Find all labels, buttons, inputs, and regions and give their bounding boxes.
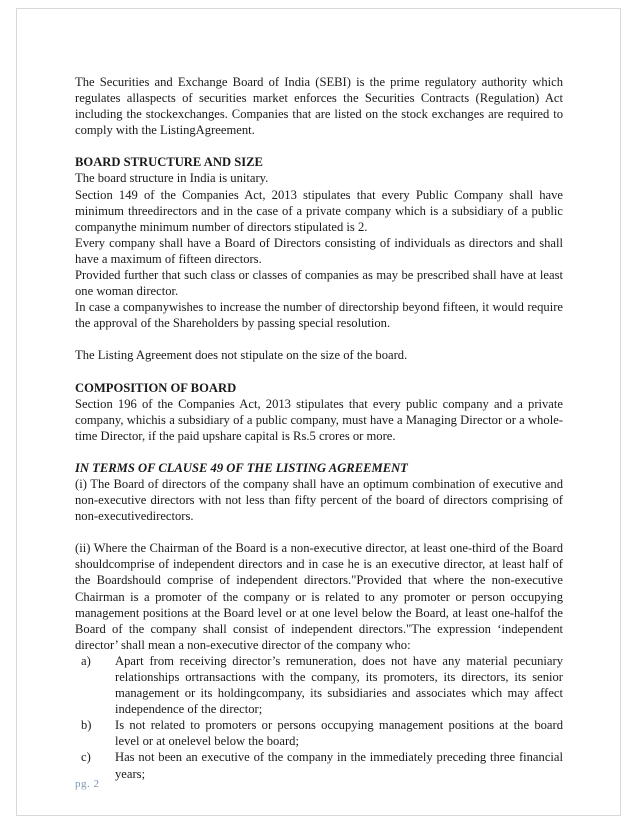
spacer [75,444,563,460]
spacer [75,524,563,540]
intro-paragraph: The Securities and Exchange Board of India (SEBI) is the prime regulatory authority which regulates allaspects of securities market enforces the Securities Contracts (Regulation) Act including the stockexchanges. Companies that are listed on the stock exchanges are required to comply with the ListingAgreement. [75,75,563,138]
list-item-text: Apart from receiving director’s remuneration, does not have any material pecuniary relationships ortransactions with the company, its promoters, its directors, its senior management or its holdingcompany, its subsidiaries and associates which may affect independence of the director; [115,653,563,717]
independence-criteria-list [75,653,563,782]
list-item-text: Is not related to promoters or persons occupying management positions at the board level or at onelevel below the board; [115,718,563,749]
board-structure-line: Every company shall have a Board of Directors consisting of individuals as directors and shall have a maximum of fifteen directors. [75,235,563,266]
list-item [75,749,563,781]
list-item [75,717,563,749]
board-structure-line: Provided further that such class or classes of companies as may be prescribed shall have at least one woman director. [75,268,563,299]
composition-paragraph: Section 196 of the Companies Act, 2013 stipulates that every public company and a private company, whichis a subsidiary of a public company, must have a Managing Director or a whole-time Director, if the paid upshare capital is Rs.5 crores or more. [75,396,563,443]
clause-49-heading: IN TERMS OF CLAUSE 49 OF THE LISTING AGREEMENT [75,460,408,475]
list-marker: b) [81,718,92,733]
board-structure-line: The board structure in India is unitary. [75,171,269,186]
spacer [75,331,563,347]
spacer [75,364,563,380]
board-structure-line: Section 149 of the Companies Act, 2013 stipulates that every Public Company shall have minimum threedirectors and in the case of a private company which is a subsidiary of a public companythe minimum number of directors stipulated is 2. [75,187,563,234]
clause-49-paragraph-i: (i) The Board of directors of the company shall have an optimum combination of executive and non-executive directors with not less than fifty percent of the board of directors comprising of non-executivedirectors. [75,476,563,524]
document-body [75,74,563,782]
board-structure-line: In case a companywishes to increase the number of directorship beyond fifteen, it would require the approval of the Shareholders by passing special resolution. [75,300,563,331]
list-marker: c) [81,750,91,765]
list-item-text: Has not been an executive of the company in the immediately preceding three financial years; [115,750,563,781]
clause-49-paragraph-ii: (ii) Where the Chairman of the Board is a non-executive director, at least one-third of the Board shouldcomprise of independent directors and in case he is an executive director, at least half of the Boardshould comprise of independent directors."Provided that where the non-executive Chairman is a promoter of the company or is related to any promoter or person occupying management positions at the Board level or at one level below the Board, at least one-halfof the Board of the company shall consist of independent directors."The expression ‘independent director’ shall mean a non-executive director of the company who: [75,541,563,652]
board-structure-heading: BOARD STRUCTURE AND SIZE [75,155,263,170]
list-item [75,653,563,717]
list-marker: a) [81,653,91,668]
listing-agreement-note: The Listing Agreement does not stipulate on the size of the board. [75,348,408,363]
page-number: pg. 2 [75,778,100,790]
composition-heading: COMPOSITION OF BOARD [75,380,237,395]
spacer [75,138,563,154]
